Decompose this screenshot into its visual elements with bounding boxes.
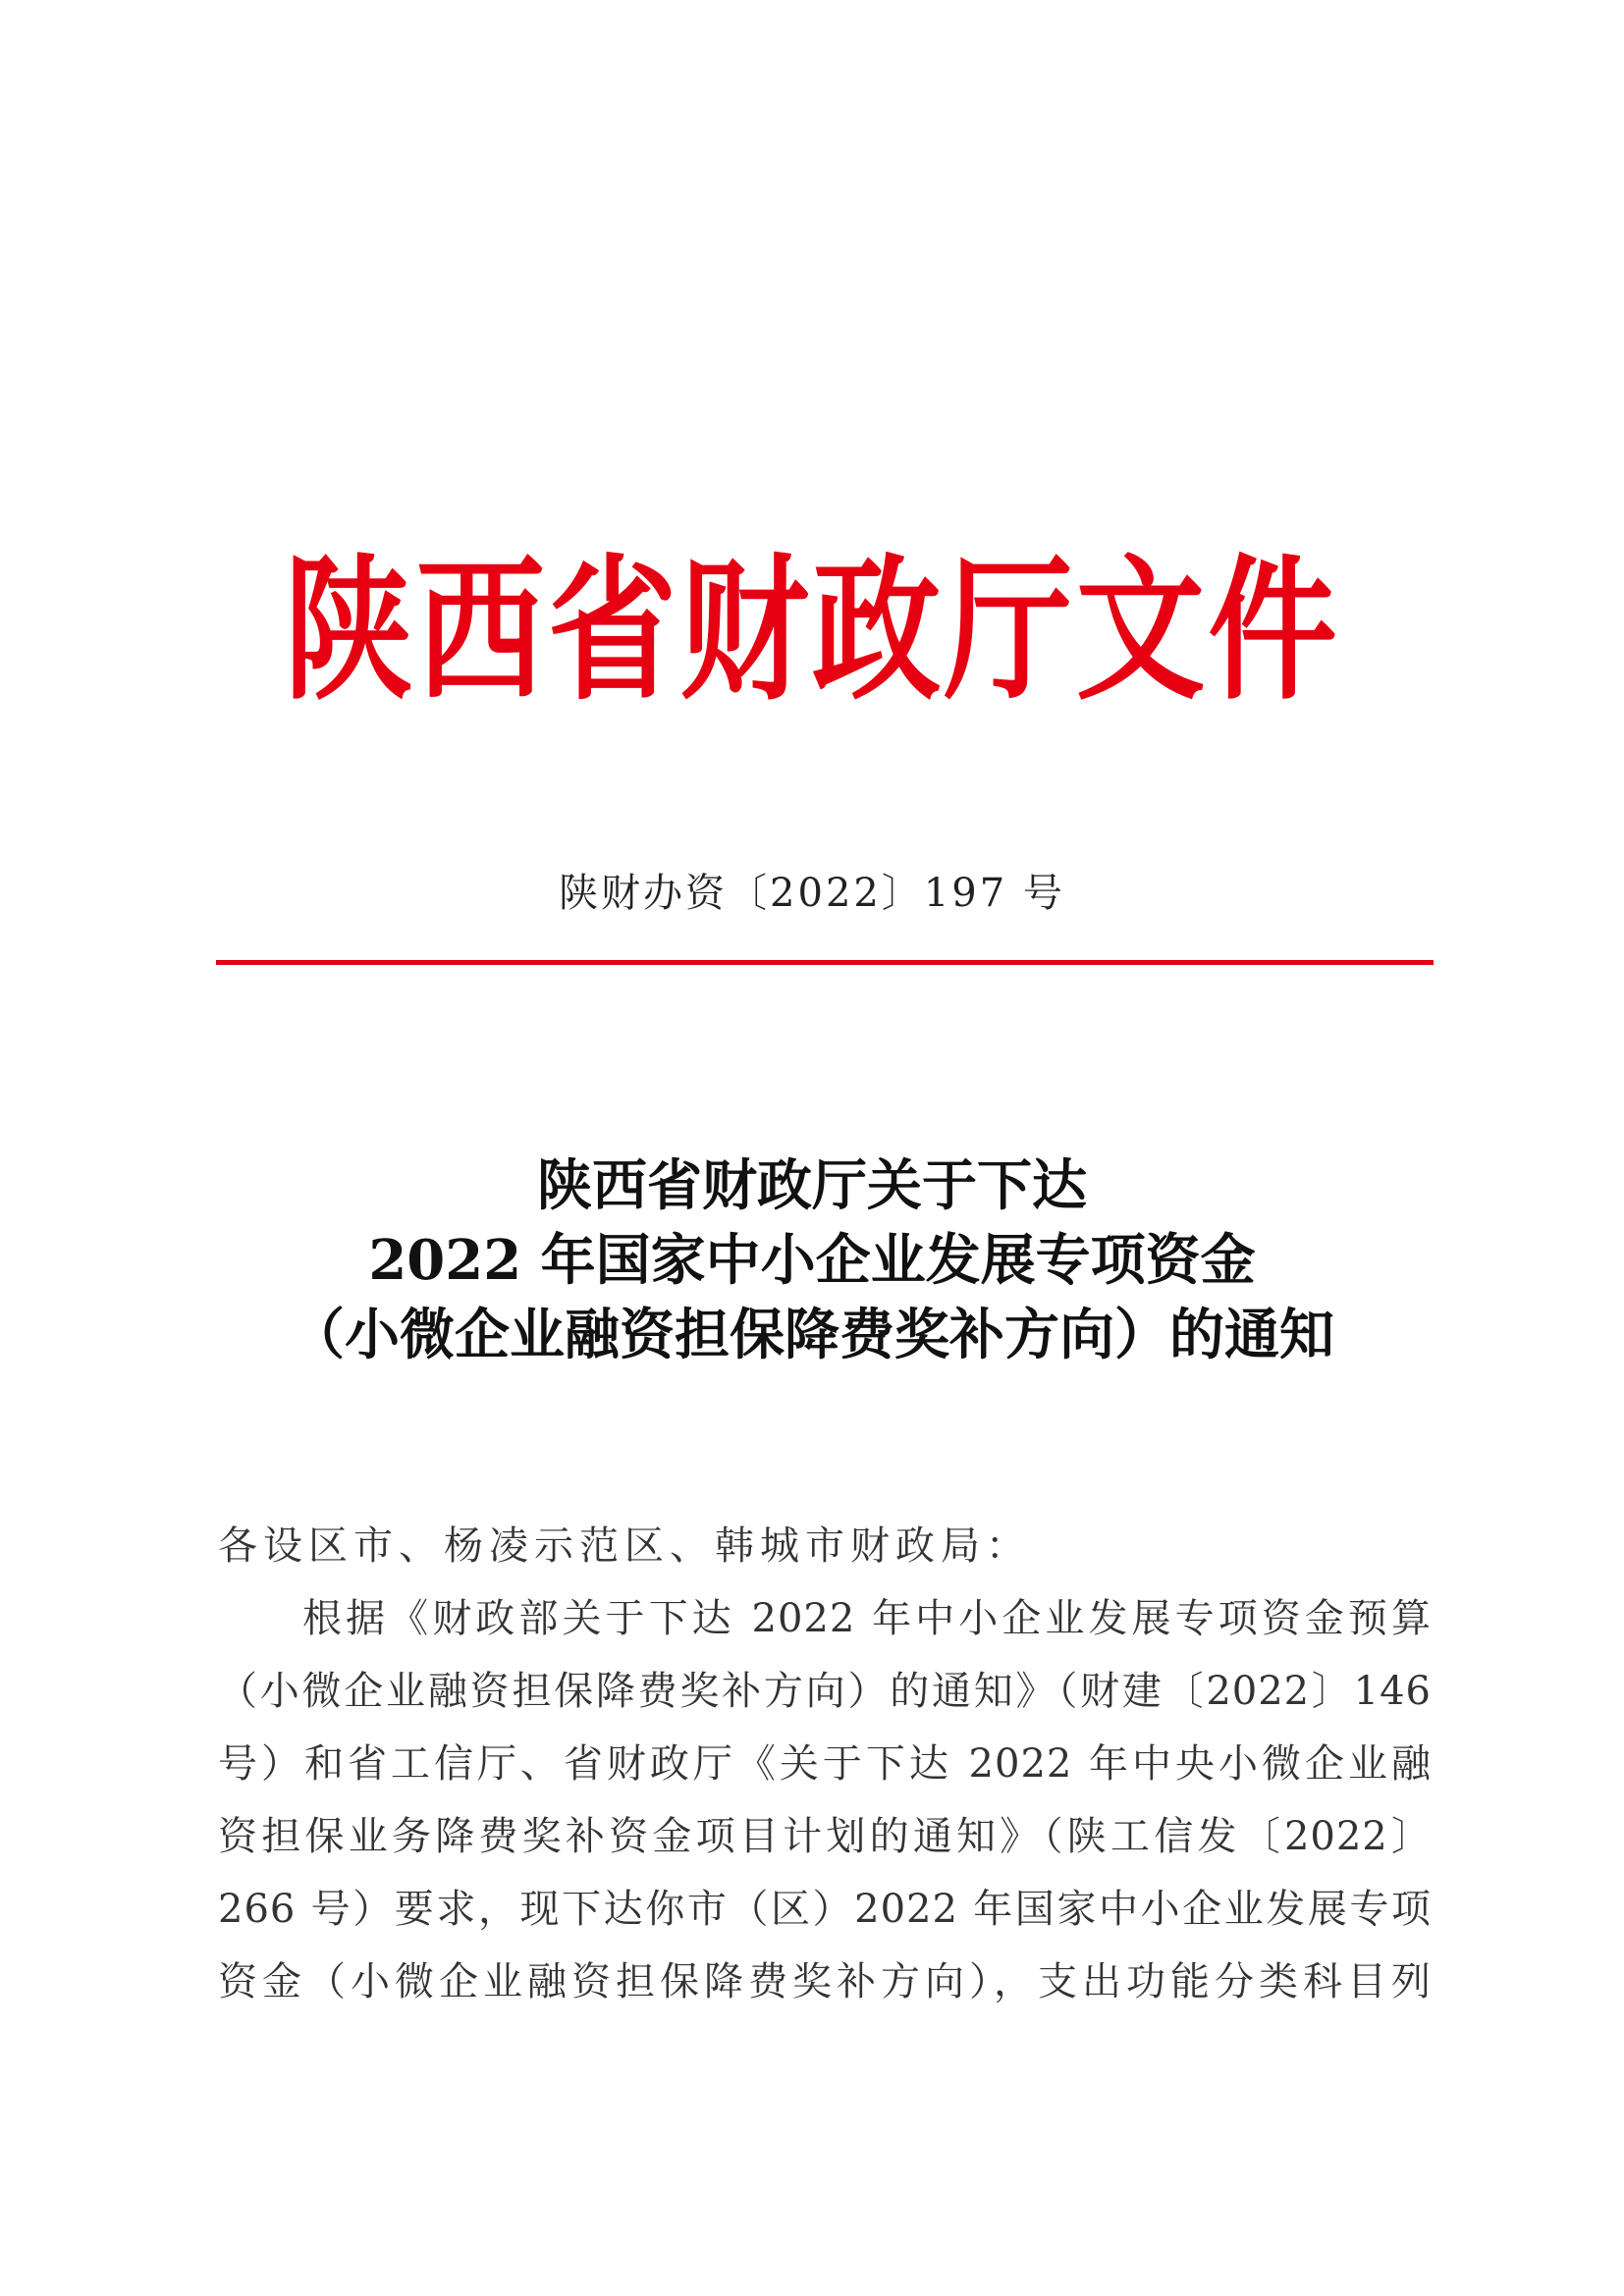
title-line-1: 陕西省财政厅关于下达 [537, 1153, 1087, 1218]
salutation: 各设区市、杨凌示范区、韩城市财政局： [218, 1523, 1031, 1569]
paragraph-line-5: 266 号）要求，现下达你市（区）2022 年国家中小企业发展专项 [218, 1887, 1432, 1932]
paragraph-line-1: 根据《财政部关于下达 2022 年中小企业发展专项资金预算 [302, 1596, 1432, 1641]
red-divider-line [216, 960, 1434, 965]
title-line-3: （小微企业融资担保降费奖补方向）的通知 [290, 1303, 1334, 1367]
paragraph-line-4: 资担保业务降费奖补资金项目计划的通知》（陕工信发〔2022〕 [218, 1814, 1432, 1859]
title-line-2: 2022 年国家中小企业发展专项资金 [368, 1228, 1256, 1293]
document-masthead: 陕西省财政厅文件 [284, 540, 1340, 721]
notice-body [218, 1510, 1432, 2018]
notice-title [0, 1148, 1624, 1372]
paragraph-line-6: 资金（小微企业融资担保降费奖补方向），支出功能分类科目列 [218, 1959, 1432, 2004]
document-number: 陕财办资〔2022〕197 号 [559, 871, 1065, 916]
paragraph-line-3: 号）和省工信厅、省财政厅《关于下达 2022 年中央小微企业融 [218, 1741, 1432, 1787]
paragraph-line-2: （小微企业融资担保降费奖补方向）的通知》（财建〔2022〕146 [218, 1669, 1432, 1714]
